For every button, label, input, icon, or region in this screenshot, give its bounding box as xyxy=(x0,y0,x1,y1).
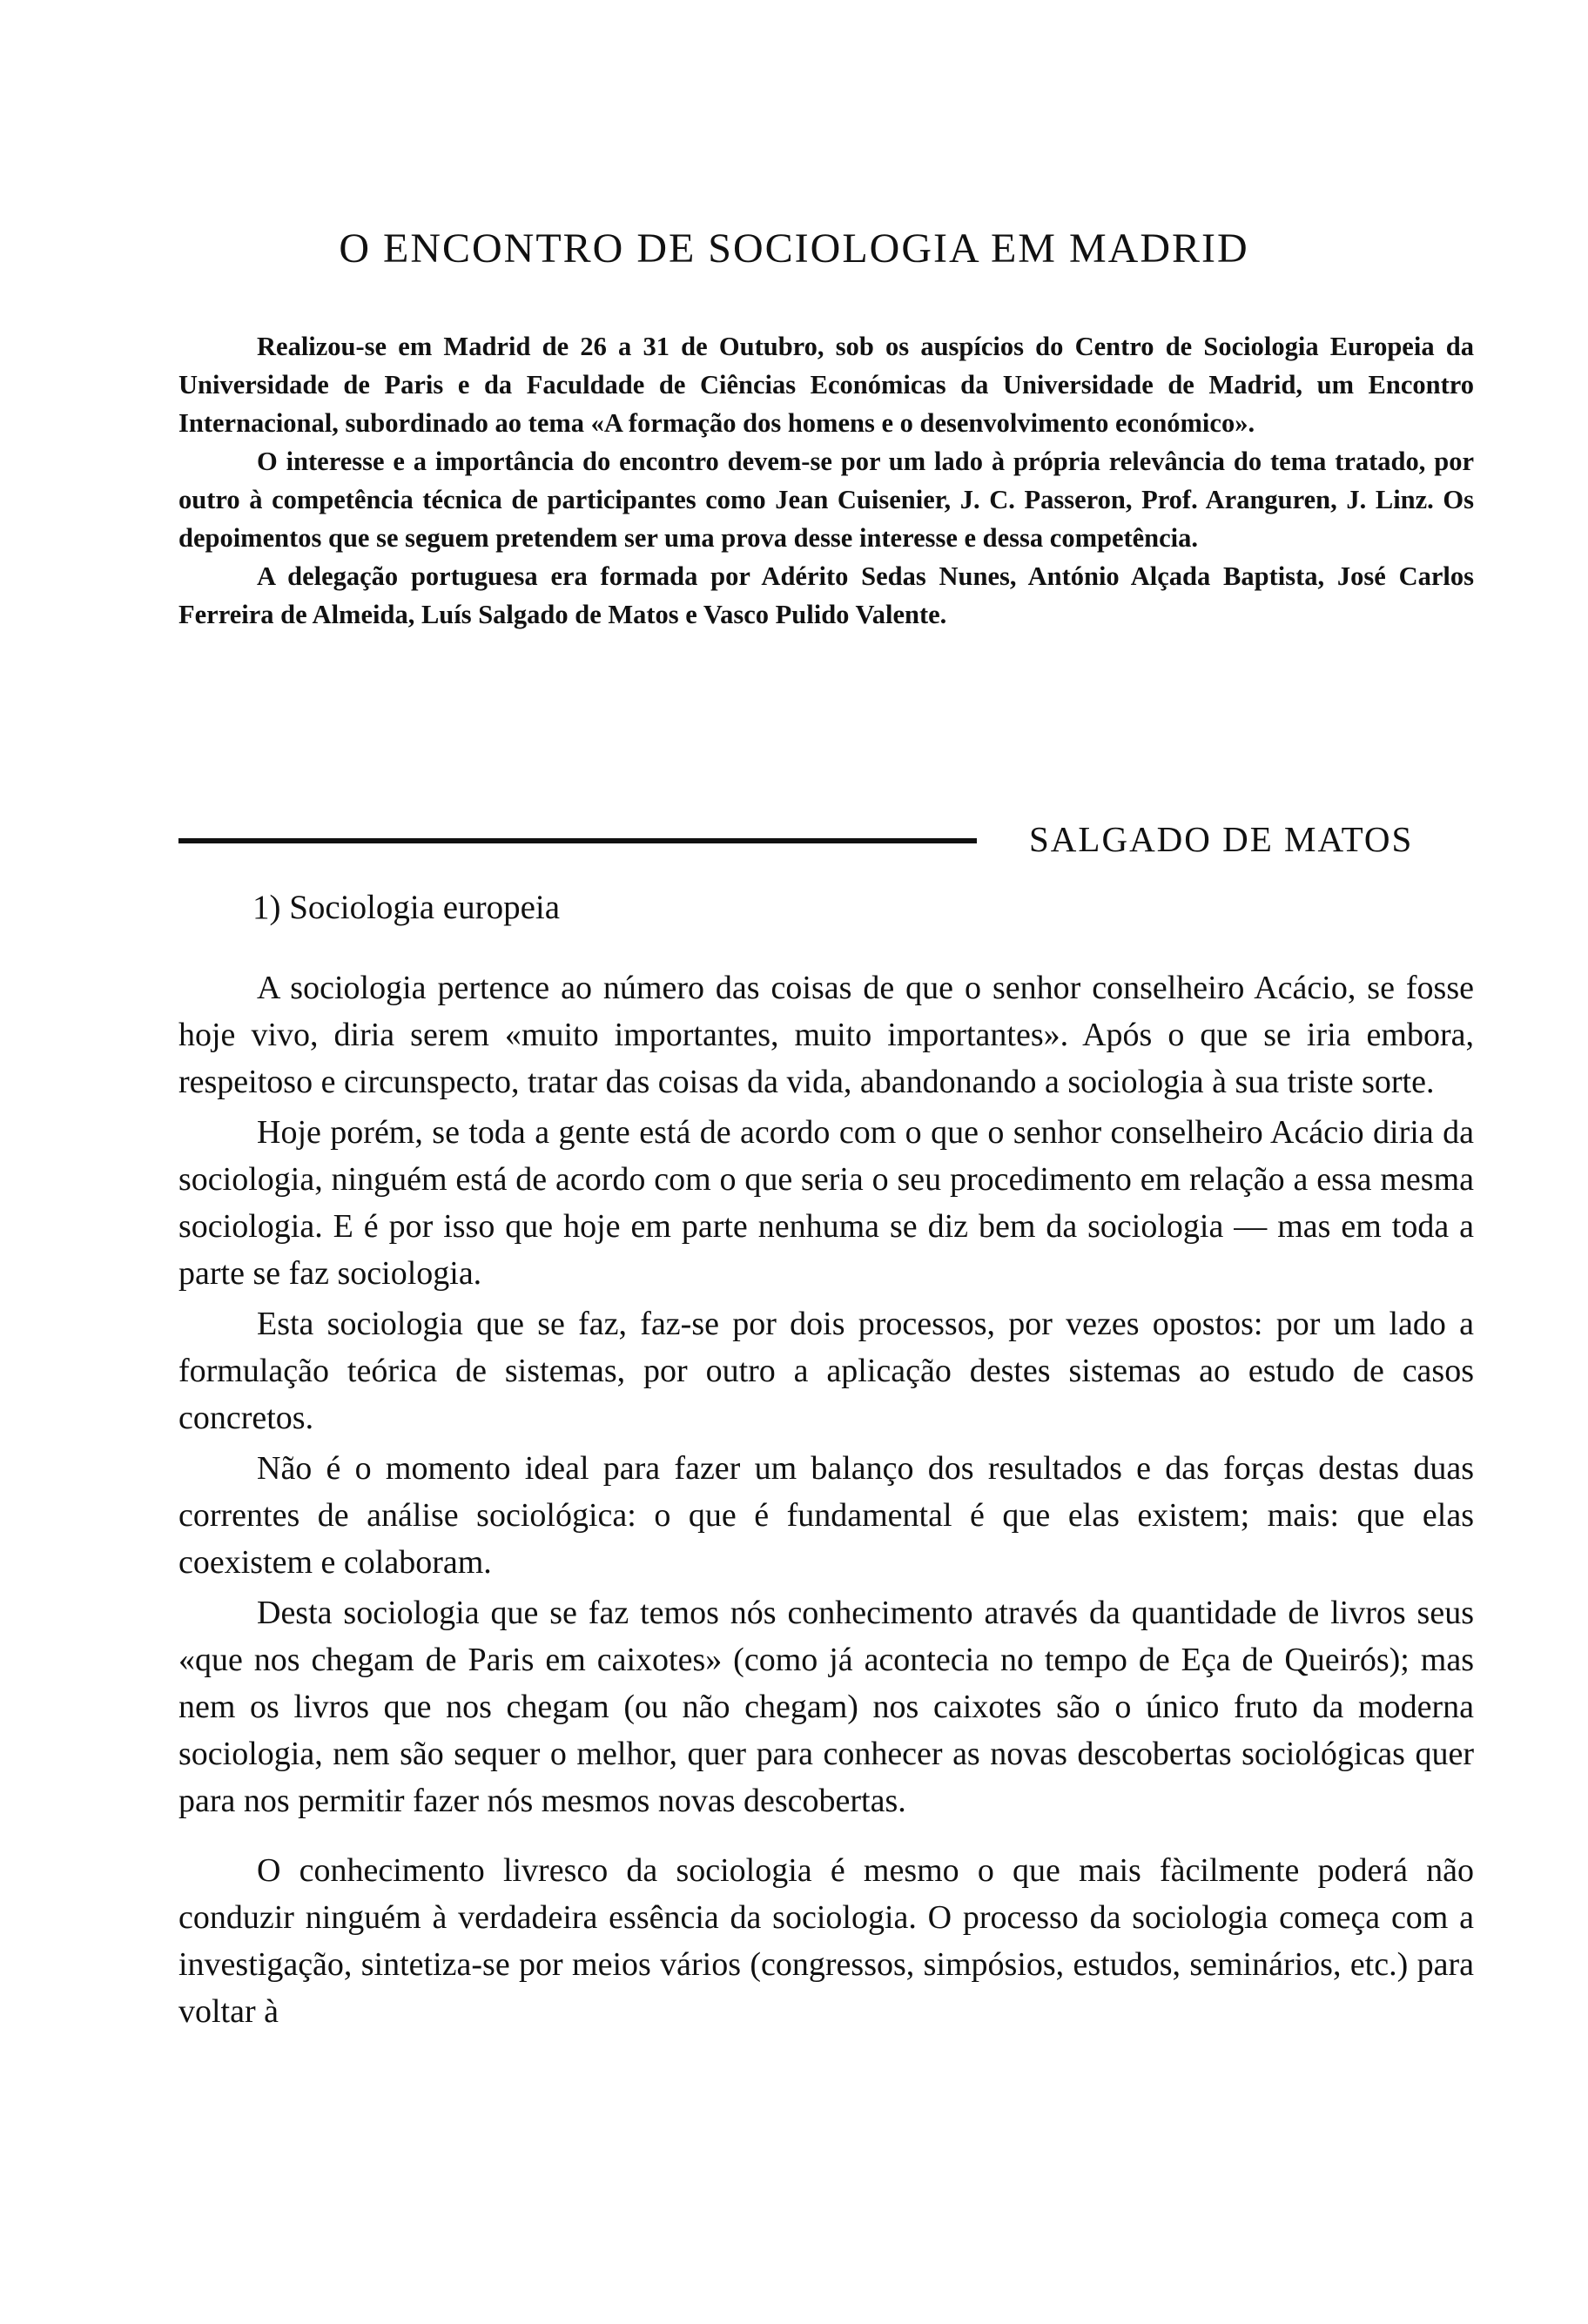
article-title: O ENCONTRO DE SOCIOLOGIA EM MADRID xyxy=(339,225,1249,272)
body-paragraph: O conhecimento livresco da sociologia é mesmo o que mais fàcilmente poderá não conduzir ninguém à verdadeira essência da sociologia. O processo da sociologia começa com a investigação, sintetiza-se por meios vários (congressos, simpósios, estudos, seminários, etc.) para voltar à xyxy=(178,1852,1474,2030)
intro-paragraph: A delegação portuguesa era formada por Adérito Sedas Nunes, António Alçada Baptista, José Carlos Ferreira de Almeida, Luís Salgado de Matos e Vasco Pulido Valente. xyxy=(178,561,1474,629)
body-paragraph: Não é o momento ideal para fazer um balanço dos resultados e das forças destas duas correntes de análise sociológica: o que é fundamental é que elas existem; mais: que elas coexistem e colaboram. xyxy=(178,1450,1474,1581)
body-paragraph: Esta sociologia que se faz, faz-se por dois processos, por vezes opostos: por um lado a formulação teórica de sistemas, por outro a aplicação destes sistemas ao estudo de casos concretos. xyxy=(178,1306,1474,1436)
section-heading: 1) Sociologia europeia xyxy=(252,889,561,926)
intro-paragraph: O interesse e a importância do encontro devem-se por um lado à própria relevância do tema tratado, por outro à competência técnica de participantes como Jean Cuisenier, J. C. Passeron, Prof. Aranguren, J. Linz. Os depoimentos que se seguem pretendem ser uma prova desse interesse e dessa competência. xyxy=(178,447,1474,553)
intro-block xyxy=(178,327,1474,634)
intro-paragraph: Realizou-se em Madrid de 26 a 31 de Outubro, sob os auspícios do Centro de Sociologia Europeia da Universidade de Paris e da Faculdade de Ciências Económicas da Universidade de Madrid, um Encontro Internacional, subordinado ao tema «A formação dos homens e o desenvolvimento económico». xyxy=(178,332,1474,438)
author-name: SALGADO DE MATOS xyxy=(1029,819,1414,859)
body-text xyxy=(178,964,1474,2035)
body-paragraph: A sociologia pertence ao número das coisas de que o senhor conselheiro Acácio, se fosse hoje vivo, diria serem «muito importantes, muito importantes». Após o que se iria embora, respeitoso e circunspecto, tratar das coisas da vida, abandonando a sociologia à sua triste sorte. xyxy=(178,970,1474,1100)
body-paragraph: Hoje porém, se toda a gente está de acordo com o que o senhor conselheiro Acácio diria da sociologia, ninguém está de acordo com o que seria o seu procedimento em relação a essa mesma sociologia. E é por isso que hoje em parte nenhuma se diz bem da sociologia — mas em toda a parte se faz sociologia. xyxy=(178,1114,1474,1292)
section-rule xyxy=(178,838,977,843)
body-paragraph: Desta sociologia que se faz temos nós conhecimento através da quantidade de livros seus «que nos chegam de Paris em caixotes» (como já acontecia no tempo de Eça de Queirós); mas nem os livros que nos chegam (ou não chegam) nos caixotes são o único fruto da moderna sociologia, nem são sequer o melhor, quer para conhecer as novas descobertas sociológicas quer para nos permitir fazer nós mesmos novas descobertas. xyxy=(178,1595,1474,1819)
